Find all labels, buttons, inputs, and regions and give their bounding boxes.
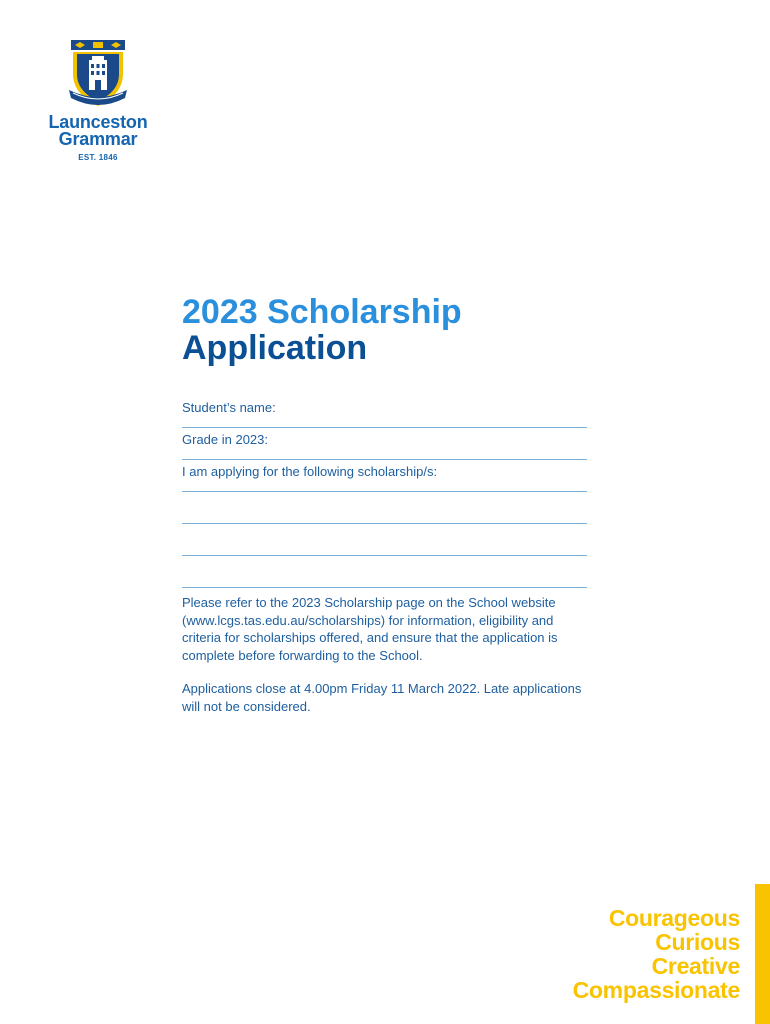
- school-crest-icon: [67, 38, 129, 110]
- school-name: [40, 114, 156, 148]
- scholarship-line-4[interactable]: [182, 556, 587, 588]
- tagline-word-courageous: Courageous: [608, 905, 740, 931]
- accent-bar: [755, 884, 770, 1024]
- scholarship-field[interactable]: [182, 460, 587, 492]
- title-line1: 2023 Scholarship: [182, 293, 462, 331]
- student-name-field[interactable]: [182, 396, 587, 428]
- tagline-word-creative: Creative: [651, 953, 740, 979]
- grade-label: Grade in 2023:: [182, 432, 269, 447]
- tagline-word-curious: Curious: [655, 929, 740, 955]
- info-section: [182, 594, 582, 731]
- application-form: [182, 396, 587, 588]
- school-name-line1: Launceston: [48, 112, 148, 132]
- scholarship-line-3[interactable]: [182, 524, 587, 556]
- scholarship-label: I am applying for the following scholarship/s:: [182, 464, 438, 479]
- school-values-tagline: [573, 906, 740, 1002]
- info-paragraph-1: Please refer to the 2023 Scholarship page on the School website (www.lcgs.tas.edu.au/scholarships) for information, eligibility and criteria for scholarships offered, and ensure that the application is complete before forwarding to the School.: [182, 595, 558, 663]
- title-line2: Application: [182, 329, 368, 367]
- school-logo: [40, 38, 156, 162]
- established-year: EST. 1846: [78, 153, 118, 162]
- scholarship-line-2[interactable]: [182, 492, 587, 524]
- school-name-line2: Grammar: [58, 129, 138, 149]
- student-name-label: Student’s name:: [182, 400, 276, 415]
- info-paragraph-2: Applications close at 4.00pm Friday 11 March 2022. Late applications will not be considered.: [182, 681, 582, 714]
- page-title: [182, 294, 462, 366]
- grade-field[interactable]: [182, 428, 587, 460]
- tagline-word-compassionate: Compassionate: [572, 977, 740, 1003]
